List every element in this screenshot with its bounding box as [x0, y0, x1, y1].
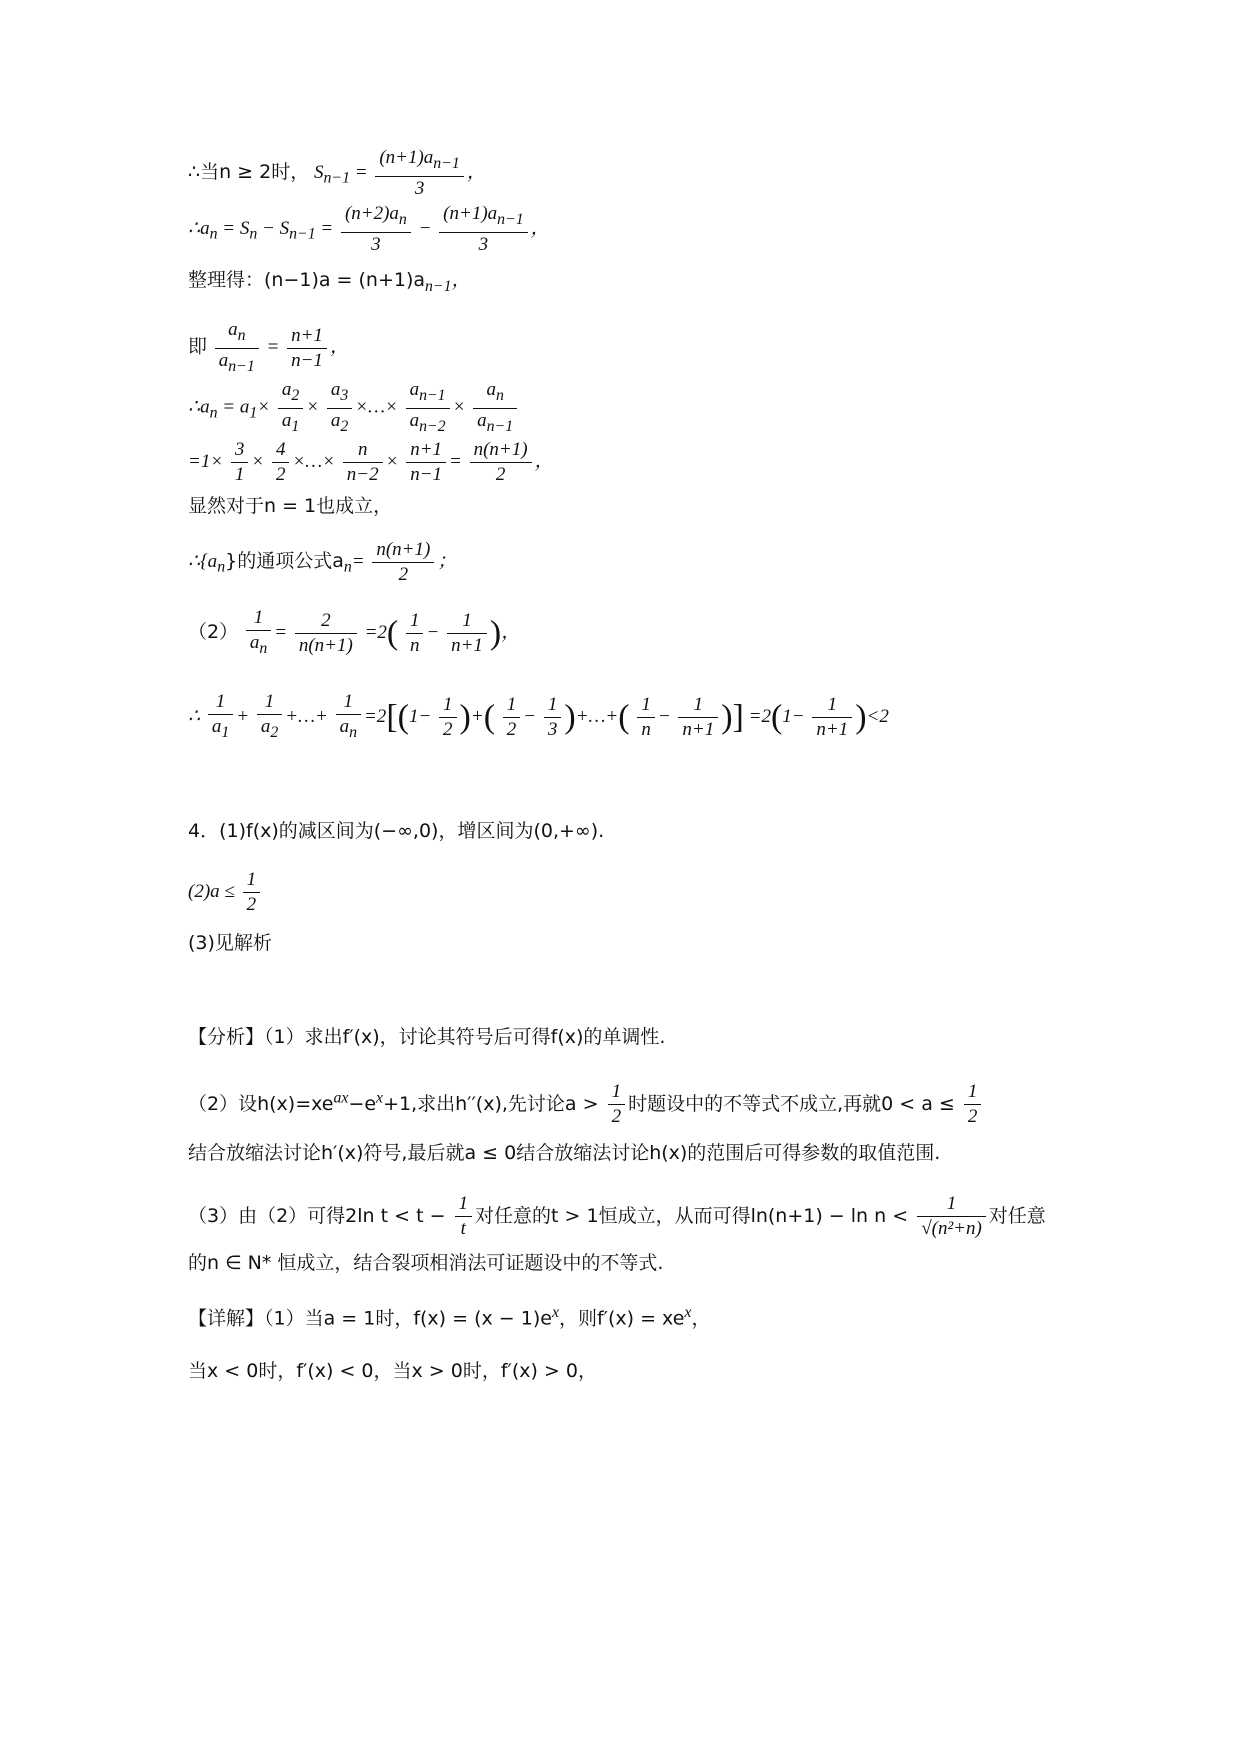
fraction-numerator: 2	[295, 609, 357, 634]
line-prefix: ∴a	[188, 217, 210, 239]
fraction-denominator: a	[249, 632, 260, 653]
rearranged-text: 整理得：(n−1)a = (n+1)a	[188, 269, 426, 291]
s-n1-term: − S	[262, 217, 290, 239]
line-prefix: ∴	[188, 705, 201, 727]
general-term-fraction	[372, 538, 434, 587]
fraction-numerator: 1	[246, 606, 271, 631]
analysis-text: （2）设h(x)=xe	[188, 1093, 334, 1115]
answer-text: f(x)的减区间为(−∞,0)，增区间为(0,+∞).	[246, 820, 605, 842]
fraction-numerator: (n+1)a	[443, 203, 498, 224]
fraction-denominator: 3	[414, 177, 425, 199]
detail-line-1: 【详解】（1）当a = 1时，$f(x) = (x - 1)e^x$，则$f'(x) = xe^x$，	[188, 1304, 711, 1330]
fraction-1: $\frac{(n+2)a_n}{3}$	[341, 202, 411, 257]
equation-line-8: $\therefore\{a_n\}$的通项公式$a_n=$ $\frac{n(n+1)}{2}$ ；	[188, 539, 457, 585]
line-prefix: ∴a	[188, 396, 210, 418]
fraction	[375, 146, 464, 201]
fraction-numerator: a	[228, 319, 238, 340]
equals-two: =2	[748, 705, 771, 727]
analysis-tag: 【分析】	[188, 1026, 265, 1048]
detail-line-2	[188, 1356, 597, 1386]
line-prefix: 即	[188, 335, 208, 358]
fraction-denominator: n−1	[291, 349, 323, 371]
fraction-numerator: (n+2)a	[344, 203, 399, 224]
general-term-text: }的通项公式a	[225, 549, 344, 572]
fraction-denominator: a	[218, 349, 229, 371]
part-label: (2)	[188, 880, 211, 902]
ratio-result-fraction	[287, 324, 327, 373]
answer-4-part-2	[188, 868, 263, 917]
equation-line-2: $\therefore a_n = S_n - S_{n-1}$ = $\frac{(n+2)a_n}{3}$ − $\frac{(n+1)a_{n-1}}{3}$ ，	[188, 203, 550, 255]
fraction-numerator: n+1	[287, 324, 327, 349]
line-prefix: ∴{a	[188, 550, 218, 572]
detail-text: 当x < 0时，f′(x) < 0，当x > 0时，f′(x) > 0，	[188, 1360, 597, 1382]
equation-line-3: 整理得：$(n-1)a = (n+1)a_{n-1}$，	[188, 269, 471, 295]
fraction-denominator: 2	[398, 564, 409, 585]
ratio-fraction: $\frac{a_n}{a_{n-1}}$	[215, 318, 259, 379]
detail-text: ，	[691, 1307, 711, 1330]
fraction-2: $\frac{(n+1)a_{n-1}}{3}$	[439, 202, 528, 257]
less-than-two: <2	[866, 705, 889, 727]
equation-line-9: （2） $\frac{1}{a_n}$ = $\frac{2}{n(n+1)}$ =2( $\frac{1}{n}$ − $\frac{1}{n+1}$ )，	[188, 607, 521, 657]
question-number: 4．(1)	[188, 820, 247, 842]
analysis-text: （3）由（2）可得2ln t < t −	[188, 1205, 446, 1227]
fraction-denominator: 3	[478, 233, 489, 255]
product-prefix: =1×	[188, 450, 224, 472]
detail-text: （1）当a = 1时，f(x) = (x − 1)e	[264, 1307, 552, 1330]
equation-line-6: =1× $\frac{3}{1}$ × $\frac{4}{2}$ ×…× $\frac{n}{n-2}$ × $\frac{n+1}{n-1}$ = $\frac{n(n+1)}{2}$ ，	[188, 439, 554, 485]
fraction-numerator: (n+1)a	[379, 147, 434, 168]
product-start: = a	[222, 396, 250, 418]
answer-4-part-1	[188, 816, 604, 847]
analysis-text: 的n ∈ N* 恒成立，结合裂项相消法可证题设中的不等式.	[188, 1252, 664, 1274]
fraction-denominator: n(n+1)	[298, 634, 353, 656]
equation-line-7	[188, 492, 392, 521]
analysis-text: 对任意	[988, 1205, 1046, 1227]
analysis-text: 对任意的t > 1恒成立，从而可得ln(n+1) − ln n <	[475, 1205, 909, 1227]
analysis-line-4: （3）由（2）可得2ln t < t − $\frac{1}{t}$ 对任意的t > 1恒成立，从而可得ln(n+1) − ln n < $\frac{1}{\text{√(n²+n)}}$ 对任意	[188, 1193, 1046, 1239]
analysis-line-2: （2）设$h(x)=xe^{ax}-e^x+1$,求出h′′(x),先讨论a > $\frac{1}{2}$ 时题设中的不等式不成立,再就0 < a ≤ $\frac{1}{2}$	[188, 1080, 984, 1129]
analysis-line-5	[188, 1248, 663, 1278]
analysis-text: +1,求出h′′(x),先讨论a >	[383, 1093, 599, 1115]
equation-line-5: $\therefore a_n = a_1\times$ $\frac{a_2}{a_1}$ × $\frac{a_3}{a_2}$ ×…× $\frac{a_{n-1}}{a_{n-2}}$ × $\frac{a_n}{a_{n-1}}$	[188, 378, 520, 439]
detail-tag: 【详解】	[188, 1307, 265, 1330]
answer-4-part-3	[188, 928, 272, 958]
fraction-denominator: 2	[246, 894, 257, 915]
answer-text: a ≤	[210, 880, 235, 902]
analysis-text: （1）求出f′(x)，讨论其符号后可得f(x)的单调性.	[264, 1026, 666, 1048]
s-symbol: S	[313, 161, 324, 183]
part-label: （2）	[188, 620, 239, 643]
analysis-text: 结合放缩法讨论h′(x)符号,最后就a ≤ 0结合放缩法讨论h(x)的范围后可得参数的取值范围.	[188, 1142, 941, 1164]
equals-two: =2	[364, 621, 387, 643]
analysis-line-1	[188, 1022, 665, 1052]
fraction-numerator: n(n+1)	[372, 538, 434, 563]
line-prefix: ∴当n ≥ 2时，	[188, 160, 310, 183]
analysis-line-3	[188, 1138, 940, 1168]
answer-text: (3)见解析	[188, 932, 272, 954]
fraction-denominator: 3	[371, 233, 381, 255]
analysis-text: −e	[348, 1093, 377, 1115]
equation-line-4: 即 $\frac{a_n}{a_{n-1}}$ = $\frac{n+1}{n-1}$ ，	[188, 318, 349, 379]
analysis-text: 时题设中的不等式不成立,再就0 < a ≤	[628, 1093, 955, 1115]
equation-line-1: ∴当n ≥ 2时， $S_{n-1}$ = $\frac{(n+1)a_{n-1}}{3}$ ，	[188, 147, 486, 199]
numerator-subscript: n−1	[433, 154, 460, 172]
s-n-term: = S	[222, 217, 250, 239]
equation-line-10: ∴ $\frac{1}{a_1}$ + $\frac{1}{a_2}$ +…+ $\frac{1}{a_n}$ =2[(1− $\frac{1}{2}$ )+( $\frac{1}{2}$ − $\frac{1}{3}$ )+…+( $\frac{1}{n}$ − $\frac{1}{n+1}$ )] =2(1− $\frac{1}{n+1}$ )<2	[188, 691, 889, 741]
validity-text: 显然对于n = 1也成立，	[188, 495, 393, 517]
s-subscript: n−1	[323, 169, 350, 187]
detail-text: ，则f′(x) = xe	[558, 1307, 685, 1330]
fraction-numerator: 1	[243, 868, 261, 893]
